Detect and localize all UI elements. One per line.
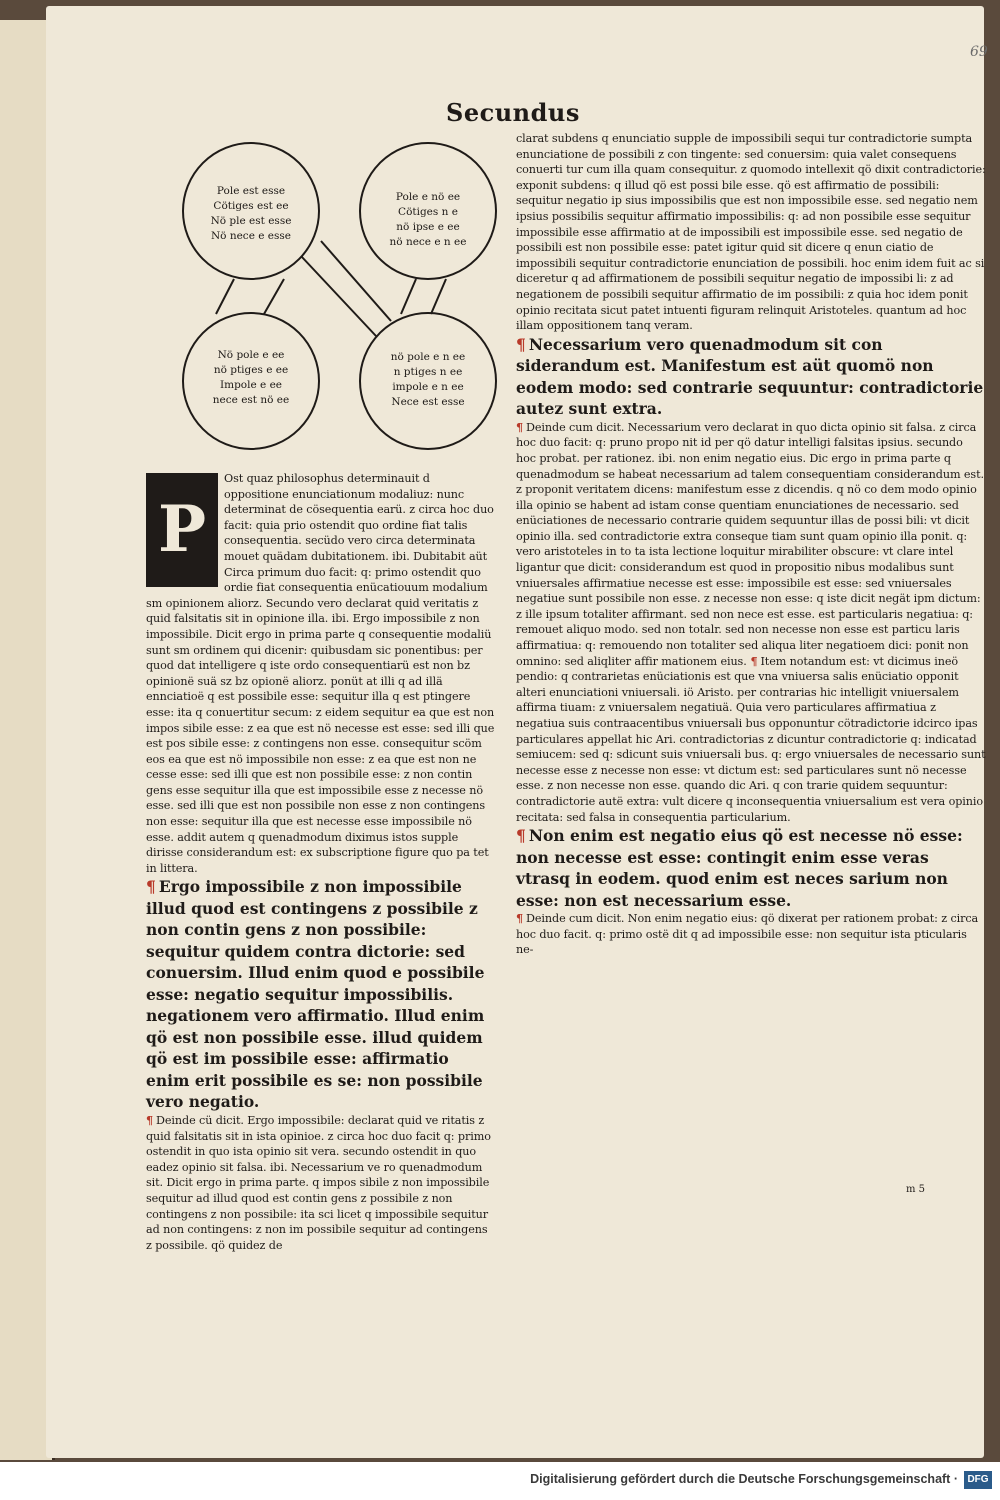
book-page bbox=[46, 6, 988, 1458]
tr-line-2: Cötiges n e bbox=[398, 206, 458, 218]
running-header: Secundus bbox=[446, 98, 580, 127]
right-para-5: ¶ Non enim est negatio eius qö est necesse nö esse: non necesse est esse: contingit enim esse veras vtrasq in eodem. quod enim est neces sarium non esse: non est necessarium esse. bbox=[516, 826, 963, 910]
modal-square-diagram bbox=[176, 136, 506, 466]
pilcrow-icon: ¶ bbox=[516, 826, 526, 846]
tl-line-4: Nö nece e esse bbox=[210, 230, 292, 242]
bl-line-4: nece est nö ee bbox=[212, 394, 290, 406]
funding-caption: Digitalisierung gefördert durch die Deutsche Forschungsgemeinschaft · bbox=[530, 1472, 958, 1486]
right-column bbox=[516, 131, 986, 958]
bl-line-2: nö ptiges e ee bbox=[213, 364, 289, 376]
decorated-initial: P bbox=[146, 473, 218, 587]
dfg-logo: DFG bbox=[964, 1471, 992, 1489]
tr-line-4: nö nece e n ee bbox=[389, 236, 467, 248]
right-para-6: ¶ Deinde cum dicit. Non enim negatio eius: qö dixerat per rationem probat: z circa hoc duo facit. q: primo ostë dit q ad impossibile esse: non sequitur ista pticularis ne- bbox=[516, 911, 979, 957]
pilcrow-icon: ¶ bbox=[516, 419, 524, 434]
left-para-3: ¶ Deinde cü dicit. Ergo impossibile: declarat quid ve ritatis z quid falsitatis sit in ista opinioe. z circa hoc duo facit q: primo ostendit in quo ista opinio sit vera. secundo ostendit in quo eadez opinio sit falsa. ibi. Necessarium ve ro quenadmodum sit. Dicit ergo in prima parte. q impos sibile z non impossibile sequitur ad illud quod est contin gens z possibile z non contingens z non possibile: ita sci licet q impossibile sequitur ad non contingens: z non im possibile sequitur ad contingens z possibile. qö quidez de bbox=[146, 1112, 491, 1252]
signature-mark: m 5 bbox=[906, 1184, 926, 1195]
left-para-1: Ost quaz philosophus determinauit d oppositione enunciationum modaliuz: nunc determinat de cösequentia earü. z circa hoc duo facit: quia prio ostendit quo ordine fiat talis consequentia. secüdo vero circa determinata mouet quädam dubitationem. ibi. Dubitabit aüt Circa primum duo facit: q: primo ostendit quo ordie fiat consequentia enücatiouum modalium sm opinionem aliorz. Secundo vero declarat quid veritatis z quid falsitatis sit in opinione illa. ibi. Ergo impossibile z non impossibile. Dicit ergo in prima parte q consequentie modaliü sunt sm ordinem qui dicenir: quibusdam sic ponentibus: per quod dat intelligere q iste ordo consequentiarü est non bz opinionë suä sz bz opionë aliorz. ponüt at illi q ad illä ennciatioë q est possibile esse: sequitur illa q est ptingere esse: ita q conuertitur secum: z eidem sequitur ea que est non impos sibile esse: z ea que est nö necesse est esse: sed illi que est pos sibile esse: z contingens non esse. consequitur scöm eos ea que est nö impossibile non esse: z ea que est non ne cesse esse: sed illi que est non possibile esse: z non contin gens esse sequitur illa que est impossibile esse z necesse nö esse. sed illi que est non possibile non esse z non contingens non esse: sequitur illa que est necesse esse impossibile nö esse. addit autem q quenadmodum diximus istos supple dirisse considerandum est: ex subscriptione figure quo pa tet in littera. bbox=[146, 472, 495, 875]
br-line-1: nö pole e n ee bbox=[390, 351, 466, 363]
tr-line-3: nö ipse e ee bbox=[396, 221, 460, 233]
footer-bar bbox=[0, 1462, 1000, 1500]
right-para-2: ¶ Necessarium vero quenadmodum sit con siderandum est. Manifestum est aüt quomö non eodem modo: sed contrarie sequuntur: contradictorie autez sunt extra. bbox=[516, 334, 984, 419]
right-para-3: ¶ Deinde cum dicit. Necessarium vero declarat in quo dicta opinio sit falsa. z circa hoc duo facit: q: pruno propo nit id per qö datur intelligi falsitas ipsius. secundo hoc probat. per rationez. ibi. non enim negatio eius. Dic ergo in prima parte q quenadmodum se habeat necessarium ad talem consequentiam considerandum est. z proponit veritatem dicens: manifestum esse z dicendis. q nö co dem modo opinio illa opinio se habent ad istam conse quentiam enunciationes de necessario. sed enüciationes de necessario contrarie quidem sequuntur illas de possi bili: vt dicit opinio illa. sed contradictorie extra conseque tiam sunt quam opinio illa ponit. q: vero aristoteles in to ta ista lectione loquitur mirabiliter obscure: vt clare intel ligantur que dicit: considerandum est quod in propositio nibus modalibus sunt vniuersales affirmatiue necesse est esse: impossibile est esse: sed vniuersales negatiue sunt possibile non esse. z necesse non esse: q iste dicit negät ipm dictum: z ille ipsum totaliter affirmant. sed non nece est esse. est particularis negatiua: q: remouet aliquo modo. sed non totalr. sed non necesse non esse est particu laris affirmatiua: q: remouendo non totaliter sed aliqua liter negatioem dici: ponit non omnino: sed aliqliter affir mationem eius. ¶ Item notandum est: vt dicimus ineö pendio: q contrarietas enüciationis est que vna vniuersa salis enüciatio opponit alteri enunciationi vniuersali. iö Aristo. per contrarias hic intelligit vniuersalem affirma tiuam: z vniuersalem negatiuä. Quia vero particulares affirmatiua z negatiua suis contraacentibus vniuersali bus opponuntur cötradictorie idcirco ipas particulares appellat hic Ari. contradictorias z dicuntur contradictorie q: indicatad semiucem: sed q: sdicunt suis vniuersali bus. q: ergo vniuersales de necessario sunt necesse esse z necesse non esse: vt dictum est: sed particulares sunt nö necesse esse. z non necesse non esse. quando dic Ari. q con trarie quidem sequuntur: contradictorie autë extra: vult dicere q inconsequentia vniuersalium est vera opinio recitata: sed falsa in consequentia particularium. bbox=[516, 419, 986, 824]
pilcrow-icon: ¶ bbox=[746, 653, 758, 668]
pilcrow-icon: ¶ bbox=[146, 877, 156, 897]
tl-line-2: Cötiges est ee bbox=[213, 200, 289, 212]
tr-line-1: Pole e nö ee bbox=[395, 191, 461, 203]
right-para-1: clarat subdens q enunciatio supple de impossibili sequi tur contradictorie sumpta enunciatione de possibili z con tingente: sed conuersim: quia valet consequens conuerti tur cum illa quam consequitur. z quomodo intellexit qö dixit contradictorie: exponit subdens: q illud qö est possi bile esse. qö est affirmatio de possibili: sequitur negatio ip sius impossibilis que est non impossibile esse. sed negatio nem ipsius possibilis sequitur affirmatio impossibilis: q: ad non possibile esse sequitur impossibile esse affirmatio at de impossibili est impossibile esse. sed negatio de possibili est non possibile esse: patet igitur quid sit dicere q enun ciatio de impossibili sequitur contradictorie enunciation de possibili. hoc enim idem fuit ac si diceretur q ad affirmationem de possibili sequitur negatio de impossibi li: z ad negationem de possibili sequitur affirmatio de im possibili: z quia hoc idem ponit opinio recitata sicut patet intuenti figuram relinquit Aristoteles. quantum ad hoc illam oppositionem tanq veram. bbox=[516, 132, 986, 333]
br-line-4: Nece est esse bbox=[391, 396, 465, 408]
pilcrow-icon: ¶ bbox=[516, 334, 526, 354]
page-number: 69 bbox=[970, 44, 988, 60]
left-column bbox=[146, 471, 496, 1253]
pilcrow-icon: ¶ bbox=[146, 1112, 154, 1127]
br-line-2: n ptiges n ee bbox=[393, 366, 463, 378]
pilcrow-icon: ¶ bbox=[516, 911, 524, 926]
bl-line-1: Nö pole e ee bbox=[217, 349, 285, 361]
br-line-3: impole e n ee bbox=[392, 381, 464, 393]
tl-line-3: Nö ple est esse bbox=[210, 215, 292, 227]
bl-line-3: Impole e ee bbox=[219, 379, 283, 391]
left-para-2: ¶ Ergo impossibile z non impossibile illud quod est contingens z possibile z non contin gens z non possibile: sequitur quidem contra dictorie: sed conuersim. Illud enim quod e possibile esse: negatio sequitur impossibilis. negationem vero affirmatio. Illud enim qö est non possibile esse. illud quidem qö est im possibile esse: affirmatio enim erit possibile es se: non possibile vero negatio. bbox=[146, 877, 485, 1112]
tl-line-1: Pole est esse bbox=[216, 185, 286, 197]
